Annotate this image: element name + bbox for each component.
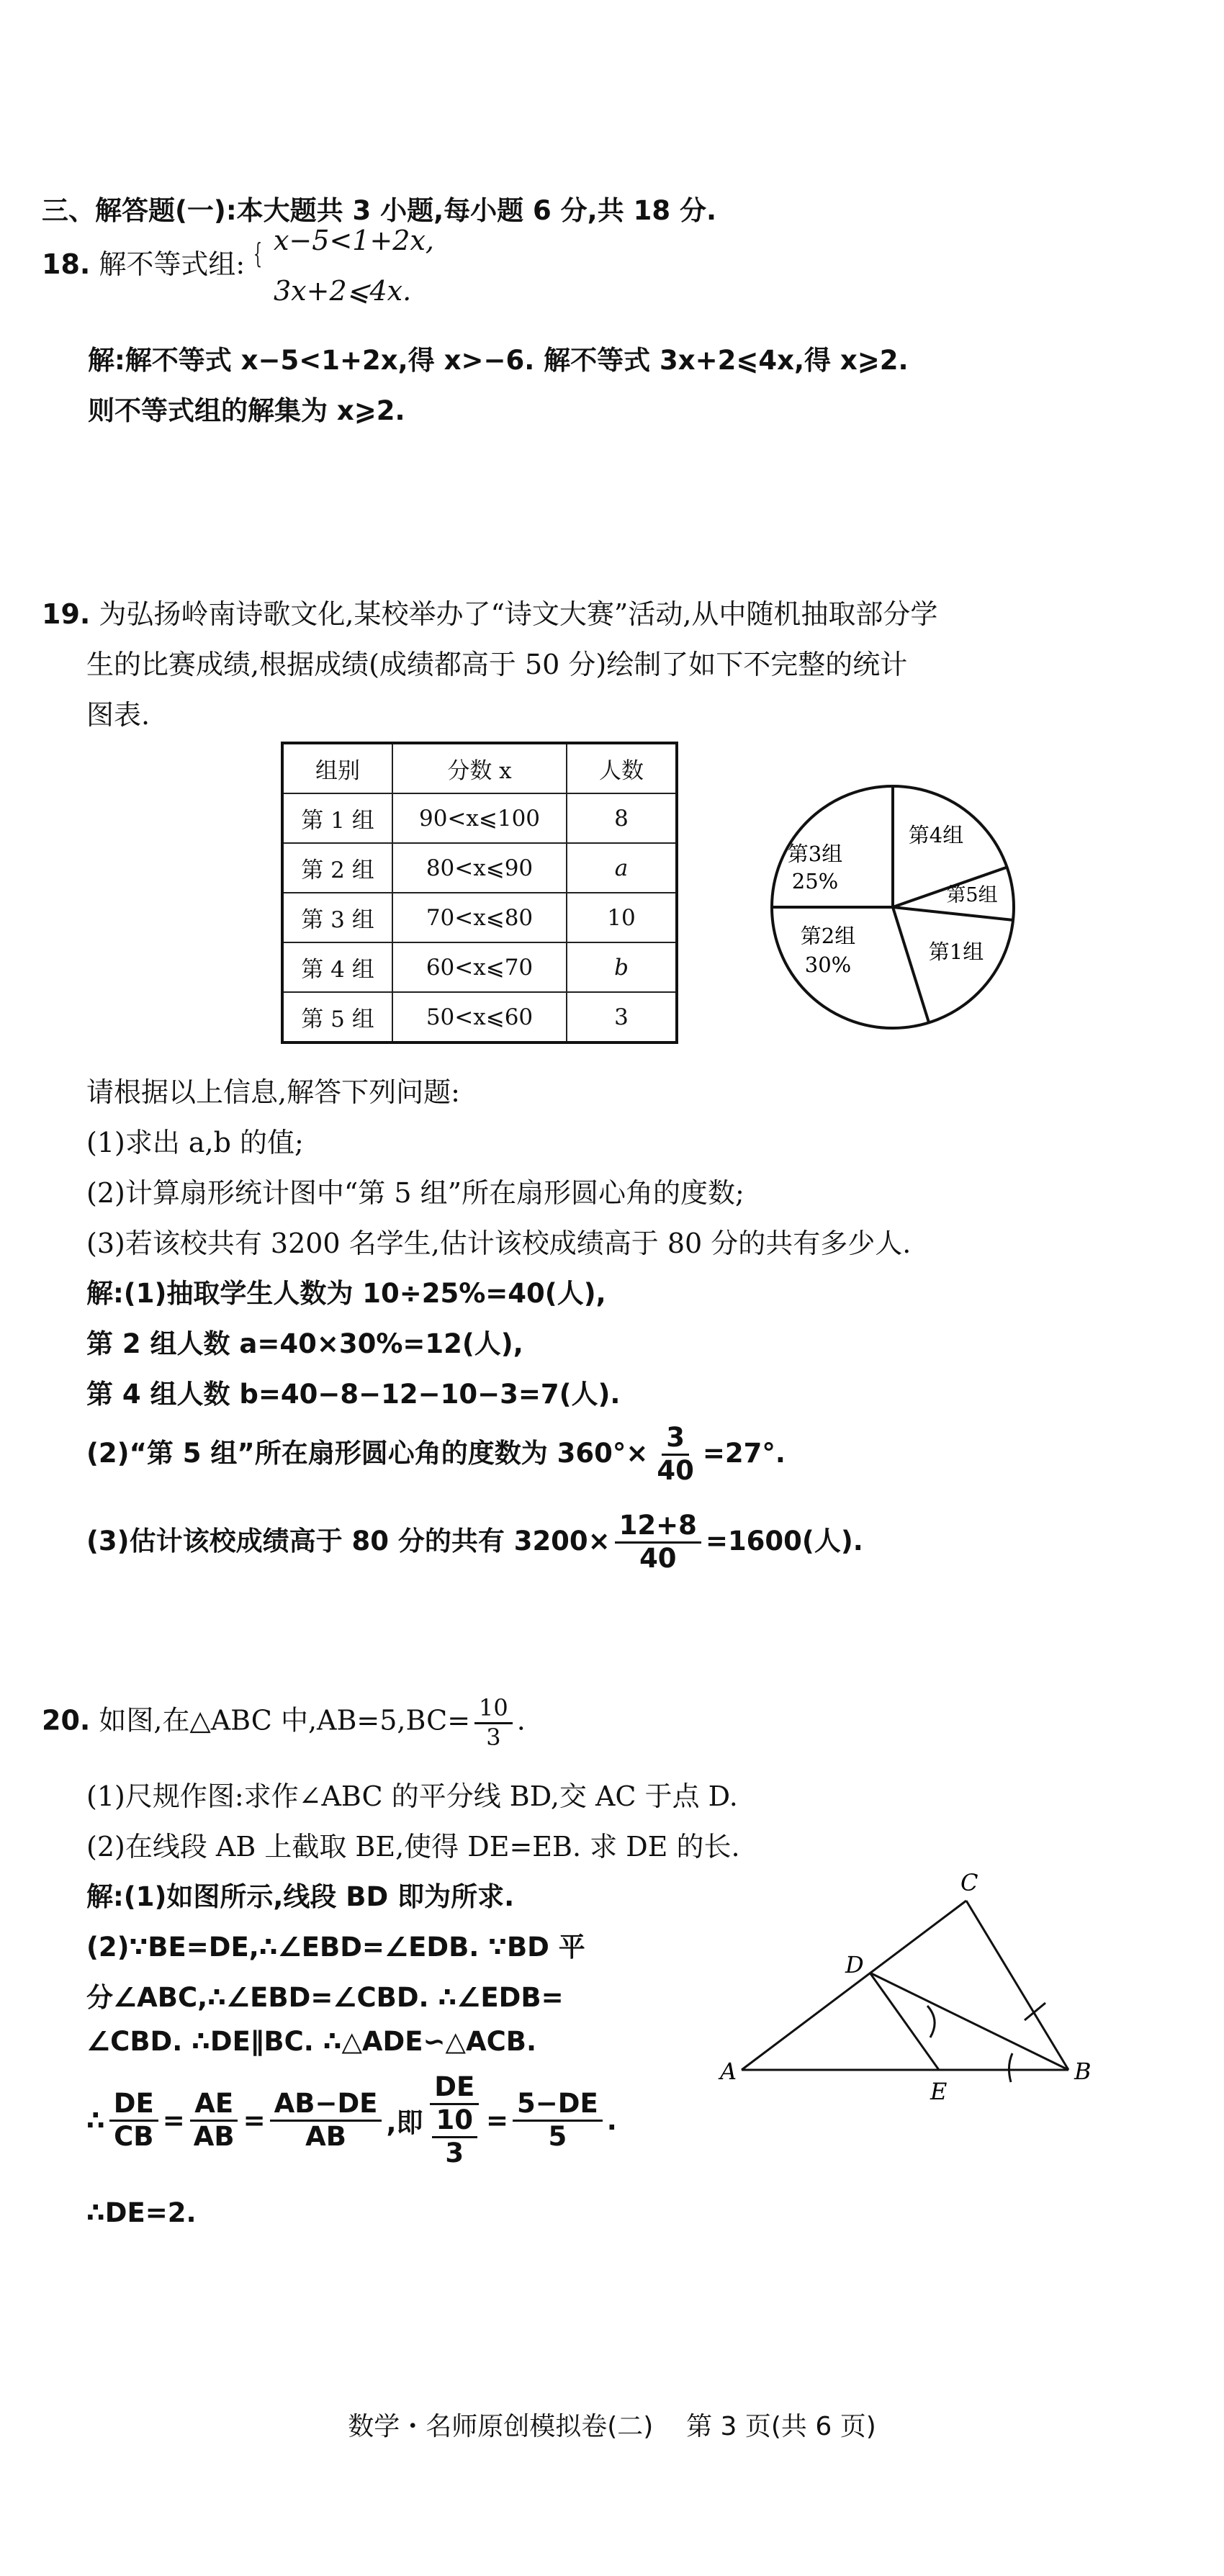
table-cell: 第 3 组 [282,893,392,942]
pie-label-g1: 第1组 [928,940,984,964]
q18-line2: 3x+2⩽4x. [274,275,412,307]
fraction-denominator: 40 [657,1454,694,1486]
fraction [513,2087,603,2152]
ratio-connector: ,即 [386,2107,423,2139]
fraction [432,2104,478,2169]
page-footer: 数学・名师原创模拟卷(二) 第 3 页(共 6 页) [348,2412,876,2441]
q19-solution1: 解:(1)抽取学生人数为 10÷25%=40(人), [86,1278,606,1309]
q19-sol5-result: =1600(人). [705,1525,863,1557]
table-row [282,893,677,942]
fraction-numerator: 10 [432,2107,478,2138]
table-header: 组别 [282,743,392,793]
table-row [282,942,677,992]
table-header: 人数 [567,743,677,793]
point-label-e: E [930,2078,948,2105]
fraction-numerator: DE [109,2090,158,2122]
fraction-numerator: 12+8 [615,1512,701,1544]
fraction-numerator: 3 [662,1424,689,1456]
table-row [282,992,677,1042]
triangle-figure [706,1865,1109,2109]
q19-solution2: 第 2 组人数 a=40×30%=12(人), [86,1328,523,1359]
therefore-symbol: ∴ [86,2104,105,2136]
q19-sol4-result: =27°. [702,1437,786,1469]
q20-number: 20. [42,1704,91,1737]
equals-sign: = [486,2104,509,2136]
q20-solution2: (2)∵BE=DE,∴∠EBD=∠EDB. ∵BD 平 [86,1932,585,1963]
q19-solution4 [86,1424,786,1485]
fraction-denominator: 40 [639,1542,677,1574]
table-row [282,843,677,893]
pie-label-g4: 第4组 [908,823,964,847]
table-cell: 50<x⩽60 [392,992,567,1042]
q19-stem-text1: 为弘扬岭南诗歌文化,某校举办了“诗文大赛”活动,从中随机抽取部分学 [99,598,938,630]
q20-part1: (1)尺规作图:求作∠ABC 的平分线 BD,交 AC 于点 D. [86,1780,738,1812]
q19-solution3: 第 4 组人数 b=40−8−12−10−3=7(人). [86,1379,621,1410]
fraction [652,1424,698,1485]
fraction-denominator: AB [193,2120,235,2152]
table-cell: 第 1 组 [282,793,392,843]
table-cell: 80<x⩽90 [392,843,567,893]
fraction [189,2087,239,2152]
table-cell: 3 [567,992,677,1042]
segment-de [870,1973,939,2070]
q19-intro: 请根据以上信息,解答下列问题: [86,1076,460,1108]
q18-answer-line2: 则不等式组的解集为 x⩾2. [88,395,405,426]
fraction [615,1512,701,1573]
pie-label-g2: 第2组 [800,924,856,948]
point-label-b: B [1074,2058,1092,2085]
q20-stem-text: 如图,在△ABC 中,AB=5,BC= [99,1704,471,1737]
q20-solution1: 解:(1)如图所示,线段 BD 即为所求. [86,1881,515,1912]
table-cell: 90<x⩽100 [392,793,567,843]
table-row [282,793,677,843]
q20-stem-end: . [516,1704,526,1737]
pie-label-g3: 第3组 [787,842,843,866]
q19-stem-line1 [42,592,937,631]
pie-label-g5: 第5组 [946,884,998,906]
pie-label-g3-pct: 25% [791,869,839,893]
q20-solution4: ∠CBD. ∴DE∥BC. ∴△ADE∽△ACB. [86,2026,537,2057]
table-cell: 10 [567,893,677,942]
table-cell: 第 5 组 [282,992,392,1042]
q19-part2: (2)计算扇形统计图中“第 5 组”所在扇形圆心角的度数; [86,1177,744,1209]
arc-mark [927,2006,935,2037]
fraction [109,2087,158,2152]
equals-sign: = [162,2104,185,2136]
q20-ratio-line [86,2073,617,2168]
q18-answer-line1: 解:解不等式 x−5<1+2x,得 x>−6. 解不等式 3x+2⩽4x,得 x⩾2. [88,345,909,376]
fraction-numerator: AB−DE [270,2090,382,2122]
pie-chart [756,770,1030,1044]
q19-sol5-text: (3)估计该校成绩高于 80 分的共有 3200× [86,1525,611,1557]
q20-conclusion: ∴DE=2. [86,2197,197,2228]
fraction-numerator: 5−DE [513,2090,603,2122]
q20-part2: (2)在线段 AB 上截取 BE,使得 DE=EB. 求 DE 的长. [86,1831,740,1863]
table-cell: 第 4 组 [282,942,392,992]
section-title: 三、解答题(一):本大题共 3 小题,每小题 6 分,共 18 分. [42,195,717,226]
q18-number: 18. [42,248,91,280]
segment-ac [742,1901,966,2070]
period: . [606,2104,617,2136]
fraction-denominator: CB [114,2120,154,2152]
q20-stem [42,1696,526,1749]
q18-stem [42,242,245,282]
table-header: 分数 x [392,743,567,793]
q20-solution3: 分∠ABC,∴∠EBD=∠CBD. ∴∠EDB= [86,1982,564,2013]
compound-fraction [428,2073,482,2168]
q19-solution5 [86,1512,863,1573]
q19-number: 19. [42,598,91,630]
table-cell: b [567,942,677,992]
fraction [474,1696,513,1749]
arc-mark [1025,2003,1045,2020]
table-cell: a [567,843,677,893]
q19-part3: (3)若该校共有 3200 名学生,估计该校成绩高于 80 分的共有多少人. [86,1228,912,1259]
fraction-denominator: 3 [486,1723,501,1751]
q18-brace: { [253,238,263,269]
q18-line1: x−5<1+2x, [274,225,434,256]
fraction-numerator: DE [430,2073,479,2105]
fraction-numerator: 10 [474,1696,513,1724]
table-cell: 70<x⩽80 [392,893,567,942]
fraction-denominator [428,2105,482,2168]
score-table [281,742,678,1044]
fraction-denominator: 5 [548,2120,567,2152]
q19-sol4-text: (2)“第 5 组”所在扇形圆心角的度数为 360°× [86,1437,649,1469]
point-label-c: C [960,1869,978,1896]
fraction-numerator: AE [190,2090,238,2122]
q18-prompt: 解不等式组: [99,248,246,280]
equals-sign: = [243,2104,266,2136]
fraction-denominator: AB [305,2120,346,2152]
table-header-row [282,743,677,793]
arc-mark [1009,2053,1012,2082]
q19-stem-line2: 生的比赛成绩,根据成绩(成绩都高于 50 分)绘制了如下不完整的统计 [86,649,908,680]
pie-divider [893,907,1013,920]
q19-stem-line3: 图表. [86,699,150,731]
table-cell: 60<x⩽70 [392,942,567,992]
q19-part1: (1)求出 a,b 的值; [86,1127,304,1158]
fraction-denominator: 3 [445,2137,464,2169]
fraction [270,2087,382,2152]
pie-label-g2-pct: 30% [804,953,852,977]
point-label-a: A [720,2058,737,2085]
table-cell: 第 2 组 [282,843,392,893]
point-label-d: D [845,1951,864,1978]
pie-divider [893,907,929,1022]
table-cell: 8 [567,793,677,843]
